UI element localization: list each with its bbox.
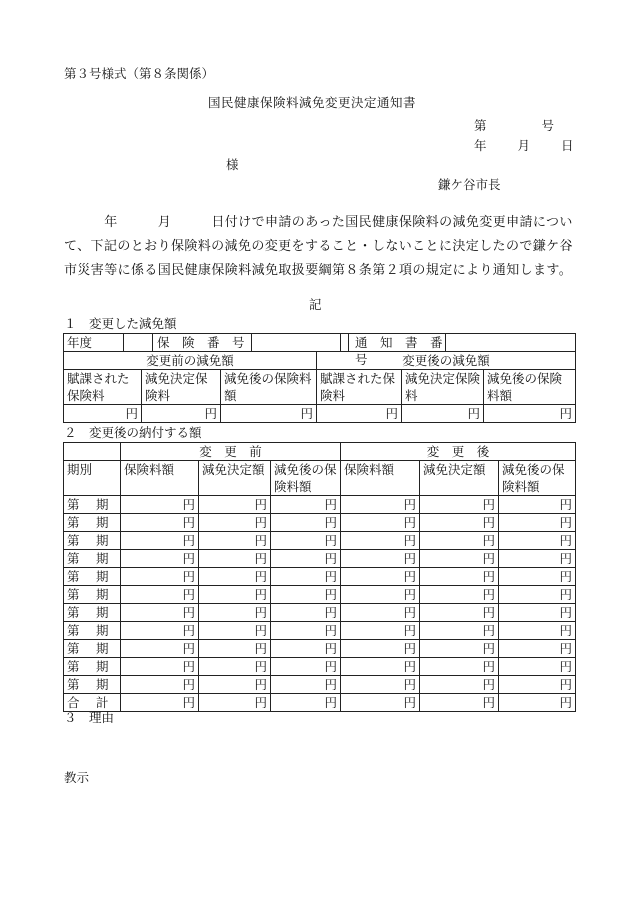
yen-cell: 円 bbox=[341, 676, 420, 694]
period-label: 第 期 bbox=[64, 676, 121, 694]
yen-cell: 円 bbox=[271, 568, 341, 586]
yen-cell: 円 bbox=[121, 694, 199, 712]
col-after-before: 減免後の保険料額 bbox=[271, 461, 341, 496]
yen-cell: 円 bbox=[499, 640, 576, 658]
yen-cell: 円 bbox=[341, 658, 420, 676]
yen-cell: 円 bbox=[199, 604, 271, 622]
yen-cell: 円 bbox=[199, 676, 271, 694]
yen-cell: 円 bbox=[420, 604, 499, 622]
yen-cell: 円 bbox=[341, 640, 420, 658]
notice-number-label: 通 知 書 番 号 bbox=[349, 334, 446, 351]
yen-cell: 円 bbox=[271, 604, 341, 622]
form-id: 第３号様式（第８条関係） bbox=[64, 66, 215, 81]
yen-cell: 円 bbox=[499, 514, 576, 532]
after-reduction-header: 変更後の減免額 bbox=[317, 352, 576, 370]
yen-cell: 円 bbox=[341, 622, 420, 640]
period-label: 第 期 bbox=[64, 496, 121, 514]
yen-cell: 円 bbox=[499, 586, 576, 604]
yen-cell: 円 bbox=[199, 568, 271, 586]
notice-body-text: 年 月 日付けで申請のあった国民健康保険料の減免変更申請について、下記のとおり保険料の減免の変更をすること・しないことに決定したので鎌ケ谷市災害等に係る国民健康保険料減免取扱要綱第８条第２項の規定により通知します。 bbox=[64, 215, 573, 278]
table-row bbox=[64, 461, 576, 496]
col-after-before: 減免後の保険料額 bbox=[221, 370, 317, 405]
table-row bbox=[64, 586, 576, 604]
yen-cell: 円 bbox=[341, 532, 420, 550]
yen-cell: 円 bbox=[221, 405, 317, 423]
table-row bbox=[64, 568, 576, 586]
yen-cell: 円 bbox=[199, 550, 271, 568]
yen-cell: 円 bbox=[121, 604, 199, 622]
col-reduction-after: 減免決定保険料 bbox=[402, 370, 484, 405]
yen-cell: 円 bbox=[341, 514, 420, 532]
yen-cell: 円 bbox=[499, 694, 576, 712]
yen-cell: 円 bbox=[317, 405, 402, 423]
col-premium-after: 保険料額 bbox=[341, 461, 420, 496]
period-label: 第 期 bbox=[64, 586, 121, 604]
period-label: 第 期 bbox=[64, 640, 121, 658]
yen-cell: 円 bbox=[121, 586, 199, 604]
yen-cell: 円 bbox=[420, 496, 499, 514]
yen-cell: 円 bbox=[271, 532, 341, 550]
yen-cell: 円 bbox=[420, 586, 499, 604]
yen-cell: 円 bbox=[64, 405, 142, 423]
yen-cell: 円 bbox=[341, 550, 420, 568]
yen-cell: 円 bbox=[420, 532, 499, 550]
yen-cell: 円 bbox=[121, 532, 199, 550]
yen-cell: 円 bbox=[499, 550, 576, 568]
insurance-number-label: 保 険 番 号 bbox=[153, 334, 252, 351]
after-change-header: 変 更 後 bbox=[341, 443, 576, 461]
yen-cell: 円 bbox=[199, 514, 271, 532]
yen-cell: 円 bbox=[121, 550, 199, 568]
yen-cell: 円 bbox=[499, 568, 576, 586]
insurance-number-value-cell bbox=[252, 334, 341, 351]
yen-cell: 円 bbox=[121, 658, 199, 676]
col-assessed-before: 賦課された保険料 bbox=[64, 370, 142, 405]
yen-cell: 円 bbox=[121, 496, 199, 514]
year-label: 年度 bbox=[64, 334, 124, 351]
period-label: 第 期 bbox=[64, 622, 121, 640]
yen-cell: 円 bbox=[199, 658, 271, 676]
table-row bbox=[64, 514, 576, 532]
before-reduction-header: 変更前の減免額 bbox=[64, 352, 317, 370]
section1-heading: １ 変更した減免額 bbox=[64, 316, 177, 331]
table-row bbox=[64, 640, 576, 658]
table-row bbox=[64, 658, 576, 676]
yen-cell: 円 bbox=[402, 405, 484, 423]
yen-cell: 円 bbox=[271, 550, 341, 568]
section2-heading: ２ 変更後の納付する額 bbox=[64, 425, 202, 440]
col-period: 期別 bbox=[64, 461, 121, 496]
notice-number-value-cell bbox=[446, 334, 575, 351]
table-row bbox=[64, 532, 576, 550]
yen-cell: 円 bbox=[499, 532, 576, 550]
yen-cell: 円 bbox=[420, 622, 499, 640]
col-assessed-after: 賦課された保険料 bbox=[317, 370, 402, 405]
table-row bbox=[64, 443, 576, 461]
yen-cell: 円 bbox=[199, 640, 271, 658]
yen-cell: 円 bbox=[420, 640, 499, 658]
period-label: 第 期 bbox=[64, 550, 121, 568]
yen-cell: 円 bbox=[484, 405, 576, 423]
yen-cell: 円 bbox=[341, 694, 420, 712]
reduction-change-table bbox=[63, 333, 576, 423]
col-reduction-after: 減免決定額 bbox=[420, 461, 499, 496]
issuer-name: 鎌ケ谷市長 bbox=[438, 177, 501, 192]
document-title: 国民健康保険料減免変更決定通知書 bbox=[208, 95, 417, 110]
yen-cell: 円 bbox=[341, 586, 420, 604]
yen-cell: 円 bbox=[121, 640, 199, 658]
yen-cell: 円 bbox=[271, 658, 341, 676]
period-label: 合 計 bbox=[64, 694, 121, 712]
ki-marker: 記 bbox=[309, 297, 322, 312]
table-row bbox=[64, 550, 576, 568]
table-row bbox=[64, 405, 576, 423]
addressee-suffix: 様 bbox=[226, 157, 239, 172]
table-row bbox=[64, 496, 576, 514]
yen-cell: 円 bbox=[271, 586, 341, 604]
before-change-header: 変 更 前 bbox=[121, 443, 341, 461]
yen-cell: 円 bbox=[121, 676, 199, 694]
table-row bbox=[64, 622, 576, 640]
yen-cell: 円 bbox=[499, 496, 576, 514]
spacer-cell bbox=[341, 334, 349, 351]
table-row bbox=[64, 604, 576, 622]
col-after-after: 減免後の保険料額 bbox=[499, 461, 576, 496]
table-row bbox=[64, 370, 576, 405]
period-header-blank bbox=[64, 443, 121, 461]
yen-cell: 円 bbox=[420, 676, 499, 694]
yen-cell: 円 bbox=[271, 694, 341, 712]
table-row bbox=[64, 676, 576, 694]
yen-cell: 円 bbox=[199, 586, 271, 604]
yen-cell: 円 bbox=[499, 676, 576, 694]
table-row bbox=[64, 334, 576, 352]
yen-cell: 円 bbox=[271, 496, 341, 514]
yen-cell: 円 bbox=[420, 694, 499, 712]
period-label: 第 期 bbox=[64, 658, 121, 676]
period-label: 第 期 bbox=[64, 532, 121, 550]
yen-cell: 円 bbox=[271, 622, 341, 640]
yen-cell: 円 bbox=[499, 622, 576, 640]
period-label: 第 期 bbox=[64, 568, 121, 586]
yen-cell: 円 bbox=[142, 405, 221, 423]
yen-cell: 円 bbox=[499, 658, 576, 676]
year-value-cell bbox=[124, 334, 153, 351]
yen-cell: 円 bbox=[121, 514, 199, 532]
col-reduction-before: 減免決定保険料 bbox=[142, 370, 221, 405]
yen-cell: 円 bbox=[420, 514, 499, 532]
yen-cell: 円 bbox=[341, 604, 420, 622]
yen-cell: 円 bbox=[420, 658, 499, 676]
yen-cell: 円 bbox=[341, 496, 420, 514]
yen-cell: 円 bbox=[271, 676, 341, 694]
issue-date-label: 年 月 日 bbox=[474, 138, 576, 153]
col-reduction-before: 減免決定額 bbox=[199, 461, 271, 496]
period-label: 第 期 bbox=[64, 604, 121, 622]
yen-cell: 円 bbox=[341, 568, 420, 586]
section3-heading: ３ 理由 bbox=[64, 710, 115, 725]
col-after-after: 減免後の保険料額 bbox=[484, 370, 576, 405]
yen-cell: 円 bbox=[420, 568, 499, 586]
yen-cell: 円 bbox=[199, 532, 271, 550]
yen-cell: 円 bbox=[121, 568, 199, 586]
yen-cell: 円 bbox=[271, 640, 341, 658]
yen-cell: 円 bbox=[199, 694, 271, 712]
col-premium-before: 保険料額 bbox=[121, 461, 199, 496]
period-label: 第 期 bbox=[64, 514, 121, 532]
yen-cell: 円 bbox=[199, 622, 271, 640]
yen-cell: 円 bbox=[121, 622, 199, 640]
table-row bbox=[64, 694, 576, 712]
yen-cell: 円 bbox=[499, 604, 576, 622]
payment-table bbox=[63, 442, 576, 712]
yen-cell: 円 bbox=[420, 550, 499, 568]
notice-heading: 教示 bbox=[64, 770, 90, 785]
yen-cell: 円 bbox=[199, 496, 271, 514]
table-row bbox=[64, 352, 576, 370]
document-number-label: 第 号 bbox=[474, 118, 556, 133]
yen-cell: 円 bbox=[271, 514, 341, 532]
